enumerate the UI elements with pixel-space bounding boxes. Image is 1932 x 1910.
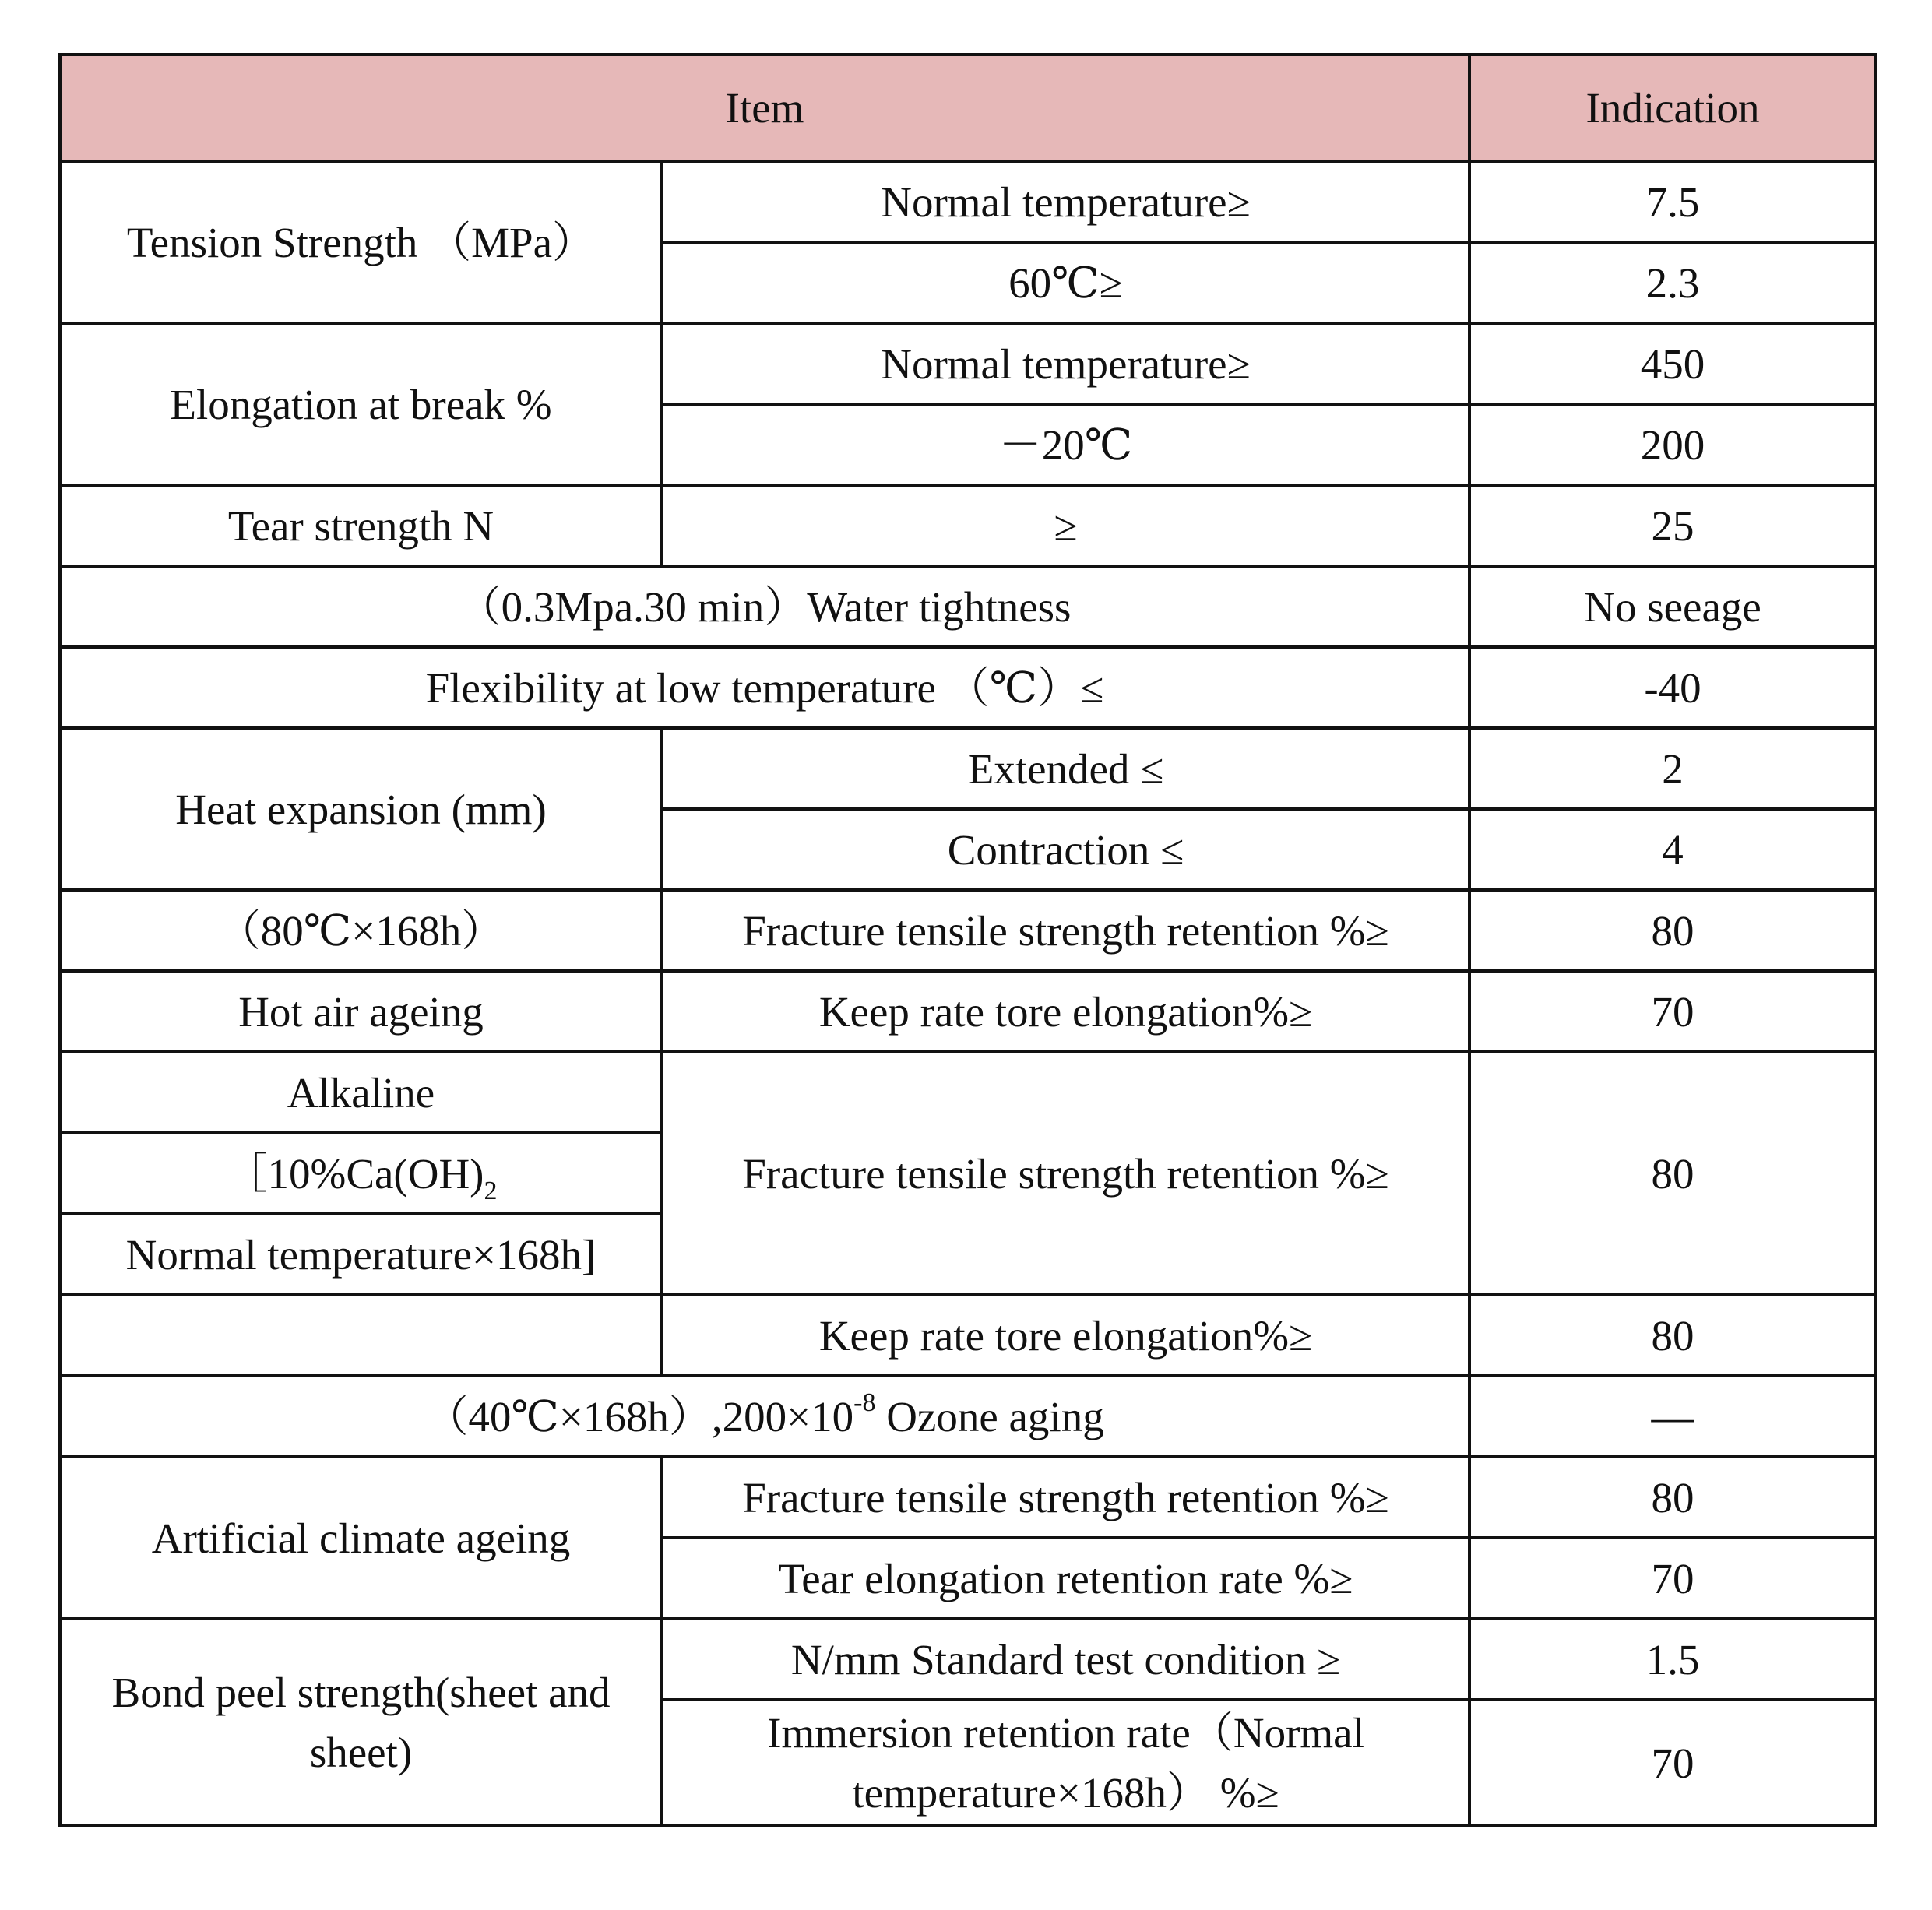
hot-air-value-fracture: 80 [1469,890,1876,971]
alkaline-value-elongation: 80 [1469,1295,1876,1376]
hot-air-label: Hot air ageing [60,971,662,1052]
artificial-value-elongation: 70 [1469,1538,1876,1619]
spec-table [58,53,1877,1827]
table-row [60,1457,1876,1538]
ozone-label-main: （40℃×168h）,200×10 [425,1392,854,1440]
artificial-sub-elongation: Tear elongation retention rate %≥ [662,1538,1469,1619]
heat-expansion-label: Heat expansion (mm) [60,728,662,890]
artificial-value-fracture: 80 [1469,1457,1876,1538]
table-row [60,1376,1876,1457]
heat-expansion-sub-contraction: Contraction ≤ [662,809,1469,890]
table-row [60,323,1876,404]
header-item: Item [60,55,1469,161]
bond-label: Bond peel strength(sheet and sheet) [60,1619,662,1826]
table-row [60,1295,1876,1376]
elongation-sub-normal: Normal temperature≥ [662,323,1469,404]
artificial-label: Artificial climate ageing [60,1457,662,1619]
bond-value-standard: 1.5 [1469,1619,1876,1700]
heat-expansion-value-extended: 2 [1469,728,1876,809]
hot-air-sub-elongation: Keep rate tore elongation%≥ [662,971,1469,1052]
flexibility-label: Flexibility at low temperature （℃）≤ [60,647,1469,728]
hot-air-sub-fracture: Fracture tensile strength retention %≥ [662,890,1469,971]
header-row [60,55,1876,161]
bond-sub-standard: N/mm Standard test condition ≥ [662,1619,1469,1700]
alkaline-label: Alkaline [60,1052,662,1133]
tension-sub-60c: 60℃≥ [662,242,1469,323]
alkaline-solution-main: ［10%Ca(OH) [224,1149,484,1198]
table-row [60,1619,1876,1700]
hot-air-condition-label: （80℃×168h） [60,890,662,971]
ozone-value: — [1469,1376,1876,1457]
tension-value-60c: 2.3 [1469,242,1876,323]
alkaline-solution-subscript: 2 [484,1176,498,1205]
table-row [60,890,1876,971]
tear-label: Tear strength N [60,485,662,566]
elongation-sub-minus20: －20℃ [662,404,1469,485]
elongation-value-minus20: 200 [1469,404,1876,485]
table-row [60,161,1876,242]
alkaline-solution-label [60,1133,662,1214]
tear-value: 25 [1469,485,1876,566]
tension-value-normal: 7.5 [1469,161,1876,242]
tension-sub-normal: Normal temperature≥ [662,161,1469,242]
alkaline-value-fracture: 80 [1469,1052,1876,1295]
water-label: （0.3Mpa.30 min）Water tightness [60,566,1469,647]
table-row [60,566,1876,647]
ozone-label-tail: Ozone aging [875,1392,1104,1440]
elongation-label: Elongation at break % [60,323,662,485]
bond-value-immersion: 70 [1469,1700,1876,1826]
alkaline-empty-cell [60,1295,662,1376]
artificial-sub-fracture: Fracture tensile strength retention %≥ [662,1457,1469,1538]
tension-label: Tension Strength （MPa） [60,161,662,323]
table-row [60,647,1876,728]
flexibility-value: -40 [1469,647,1876,728]
heat-expansion-value-contraction: 4 [1469,809,1876,890]
table-row [60,1052,1876,1133]
header-indication: Indication [1469,55,1876,161]
table-row [60,971,1876,1052]
elongation-value-normal: 450 [1469,323,1876,404]
heat-expansion-sub-extended: Extended ≤ [662,728,1469,809]
hot-air-value-elongation: 70 [1469,971,1876,1052]
ozone-label-exponent: -8 [853,1388,876,1417]
tear-sub: ≥ [662,485,1469,566]
ozone-label [60,1376,1469,1457]
water-value: No seeage [1469,566,1876,647]
table-row [60,485,1876,566]
alkaline-sub-fracture: Fracture tensile strength retention %≥ [662,1052,1469,1295]
alkaline-sub-elongation: Keep rate tore elongation%≥ [662,1295,1469,1376]
table-row [60,728,1876,809]
alkaline-condition-label: Normal temperature×168h] [60,1214,662,1295]
bond-sub-immersion: Immersion retention rate（Normal temperature×168h） %≥ [662,1700,1469,1826]
